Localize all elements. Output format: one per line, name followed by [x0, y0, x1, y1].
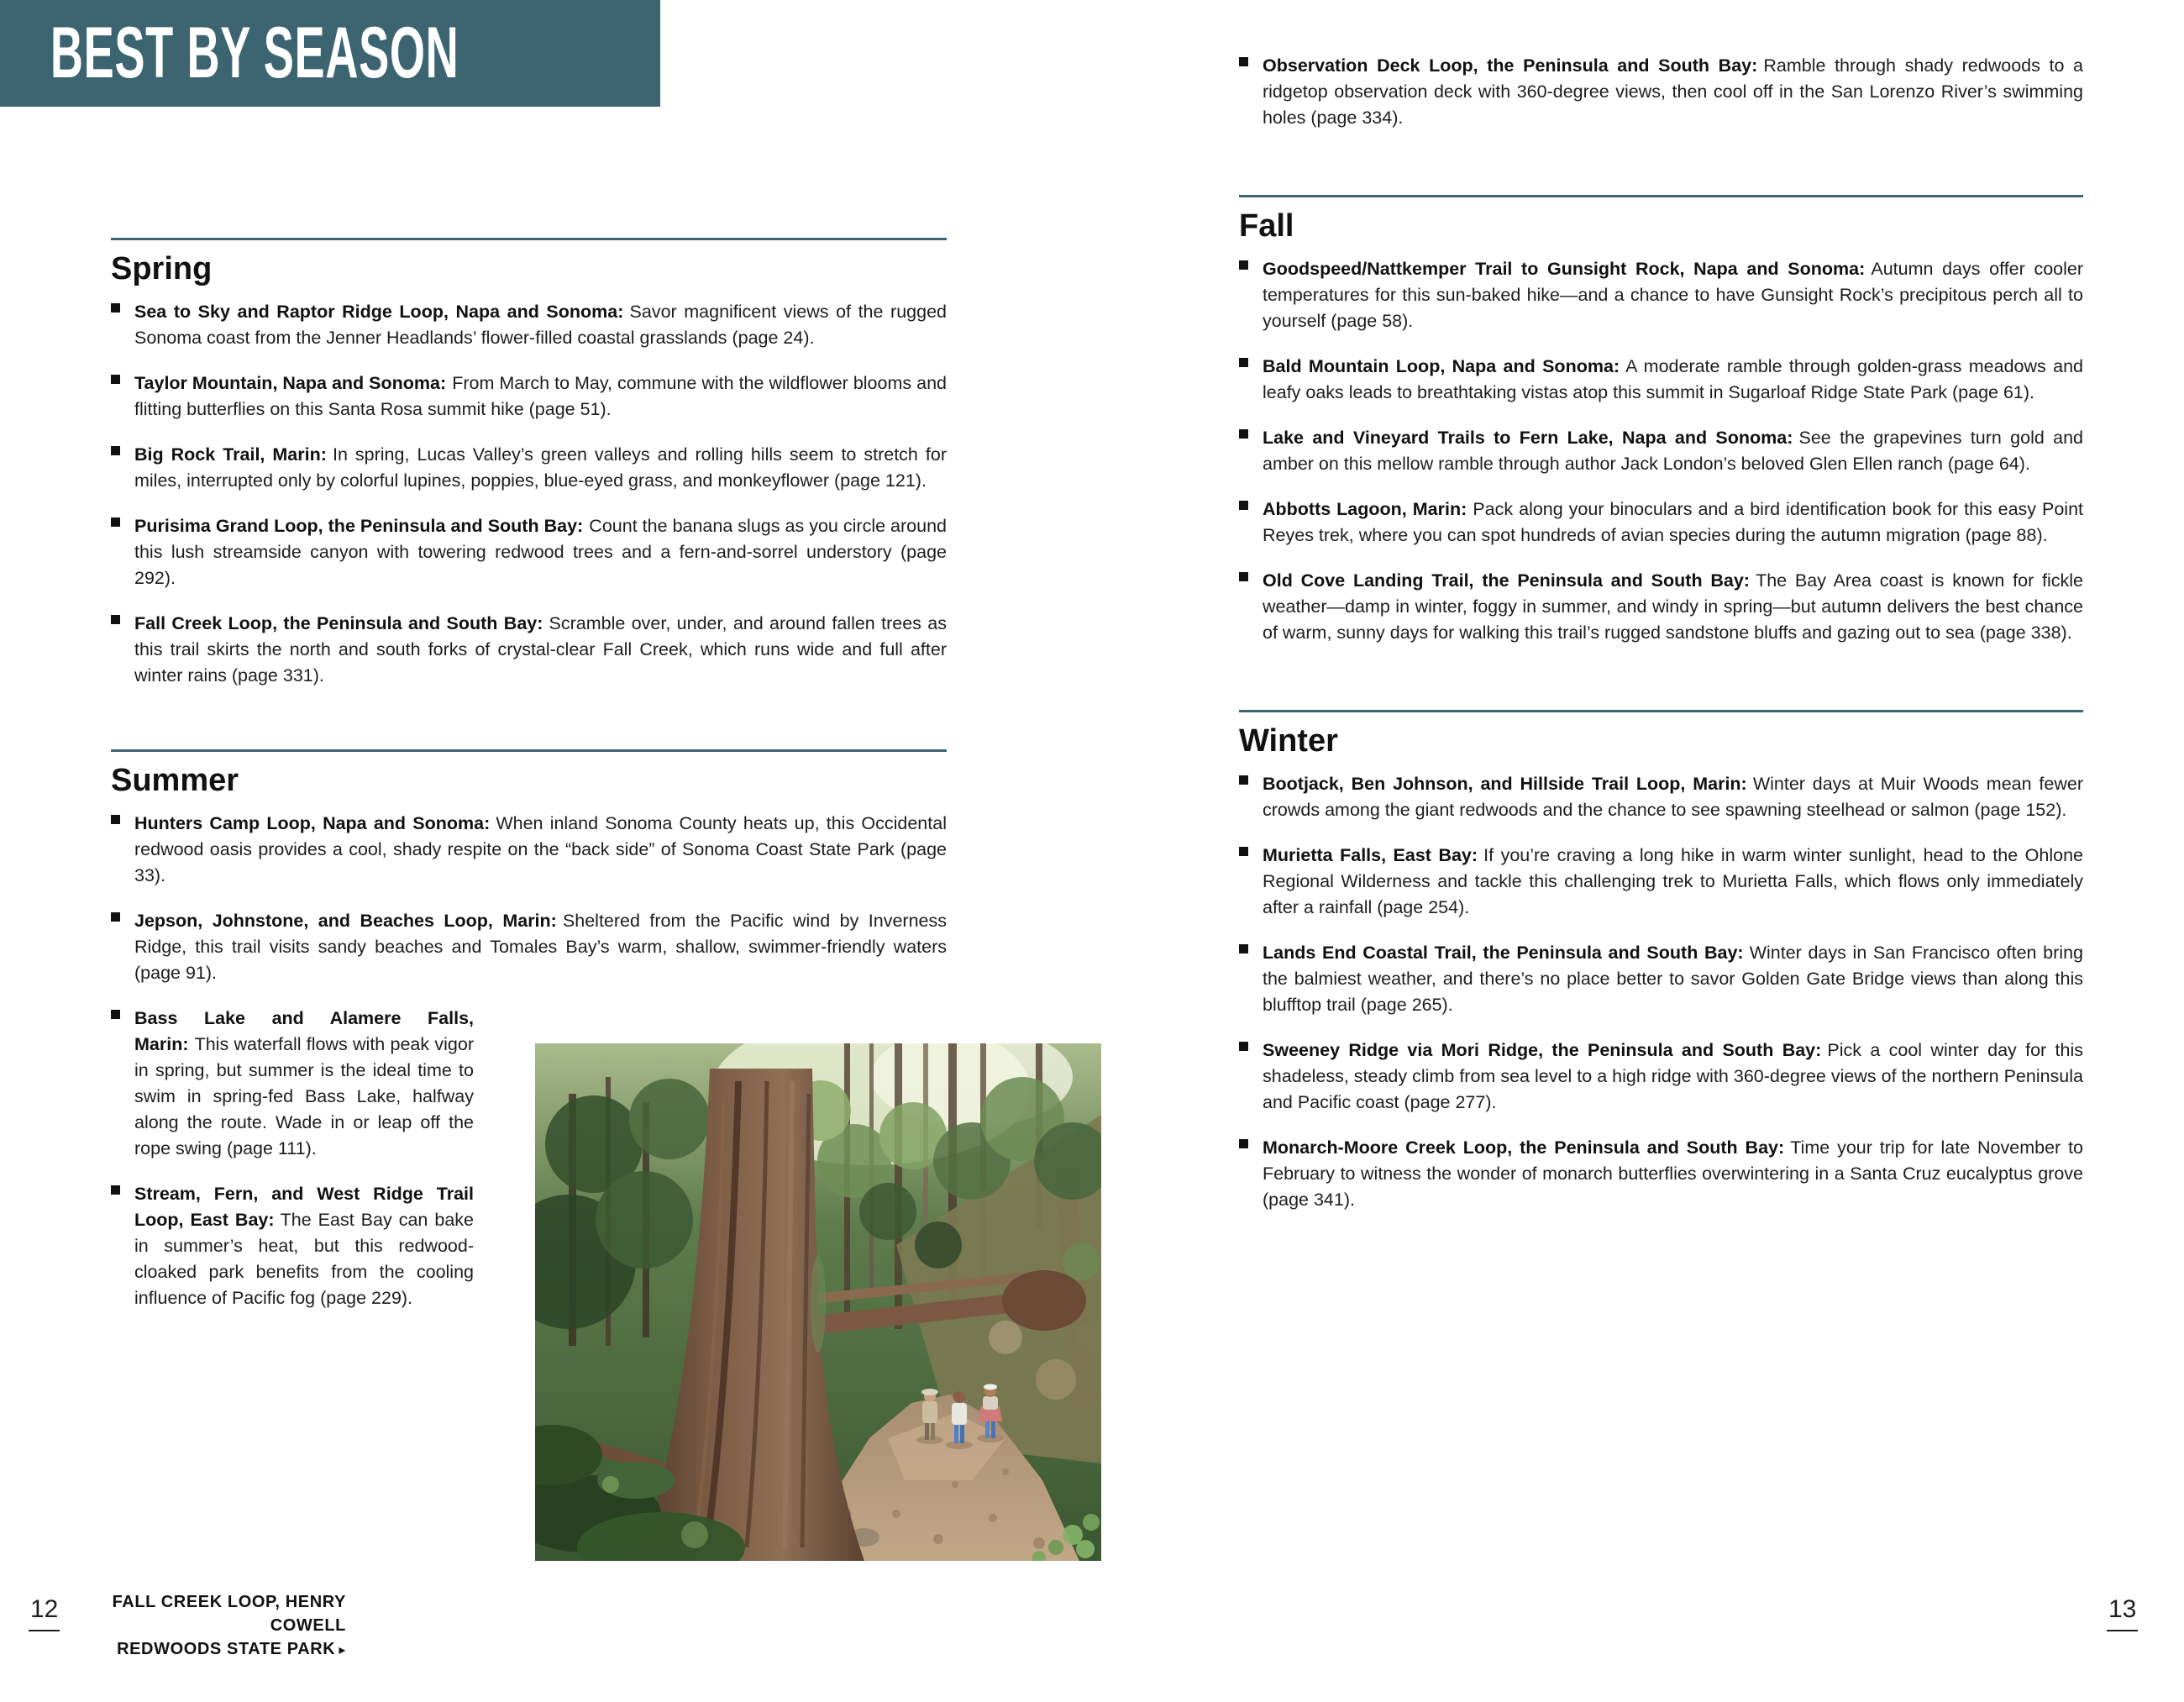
page-title: BEST BY SEASON	[50, 13, 459, 93]
trail-entry-lead: Taylor Mountain, Napa and Sonoma:	[134, 373, 447, 393]
trail-entry-lead: Lands End Coastal Trail, the Peninsula and South Bay:	[1263, 943, 1744, 963]
trail-entry-text: Scramble over, under, and around fallen trees as this trail skirts the north and south forks of crystal-clear Fall Creek, which runs wide and full after winter rains (page 331).	[134, 613, 948, 686]
bullet-marker	[111, 446, 120, 455]
trail-entry-text: Pick a cool winter day for this shadeless, steady climb from sea level to a high ridge with 360-degree views of the northern Peninsula and Pacific coast (page 277).	[1263, 1040, 2083, 1112]
season-heading-spring: Spring	[111, 251, 213, 286]
trail-entry	[111, 611, 947, 689]
trail-entry-lead: Monarch-Moore Creek Loop, the Peninsula and South Bay:	[1263, 1137, 1785, 1158]
trail-entry	[1239, 425, 2083, 477]
bullet-marker	[1239, 358, 1248, 367]
bullet-marker	[1239, 572, 1248, 581]
trail-entry-text: Count the banana slugs as you circle around this lush streamside canyon with towering redwood trees and a fern-and-sorrel understory (page 292).	[134, 516, 948, 588]
trail-entry	[111, 370, 947, 423]
trail-entry-text: Pack along your binoculars and a bird identification book for this easy Point Reyes trek, where you can spot hundreds of avian species during the autumn migration (page 88).	[1263, 499, 2084, 545]
trail-entry-text: The Bay Area coast is known for fickle weather—damp in winter, foggy in summer, and windy in spring—but autumn delivers the best chance of warm, sunny days for walking this trail’s rugged sandstone bluffs and gazing out to sea (page 338).	[1263, 570, 2083, 643]
trail-entry	[1239, 940, 2083, 1018]
trail-entry-text: A moderate ramble through golden-grass meadows and leafy oaks leads to breathtaking vistas atop this summit in Sugarloaf Ridge State Park (page 61).	[1263, 356, 2083, 402]
trail-entry-text: Autumn days offer cooler temperatures for this sun-baked hike—and a chance to have Gunsight Rock’s precipitous perch all to yourself (page 58).	[1263, 259, 2084, 331]
bullet-marker	[111, 1185, 120, 1195]
bullet-marker	[1239, 429, 1248, 439]
trail-entry	[1239, 771, 2083, 823]
trail-entry	[1239, 568, 2083, 646]
trail-photo	[535, 1043, 1101, 1561]
right-page-column	[1239, 53, 2083, 1213]
trail-entry-lead: Lake and Vineyard Trails to Fern Lake, Napa and Sonoma:	[1263, 428, 1793, 448]
trail-entry-lead: Bass Lake and Alamere Falls, Marin:	[134, 1008, 474, 1054]
trail-entry-text: In spring, Lucas Valley’s green valleys and rolling hills seem to stretch for miles, interrupted only by colorful lupines, poppies, blue-eyed grass, and monkeyflower (page 121).	[134, 444, 947, 491]
trail-entry	[111, 442, 947, 494]
trail-entry-text: From March to May, commune with the wildflower blooms and flitting butterflies on this Santa Rosa summit hike (page 51).	[134, 373, 947, 419]
bullet-marker	[1239, 260, 1248, 270]
trail-entry-text: When inland Sonoma County heats up, this Occidental redwood oasis provides a cool, shady respite on the “back side” of Sonoma Coast State Park (page 33).	[134, 813, 947, 885]
bullet-marker	[1239, 847, 1248, 856]
trail-entry-lead: Hunters Camp Loop, Napa and Sonoma:	[134, 813, 491, 833]
trail-entry	[111, 513, 947, 591]
fall-trail-list	[1239, 256, 2083, 646]
page-number-right: 13	[2107, 1595, 2138, 1631]
winter-trail-list	[1239, 771, 2083, 1213]
section-winter	[1239, 710, 2083, 1213]
bullet-marker	[111, 815, 120, 824]
trail-entry-lead: Fall Creek Loop, the Peninsula and South Bay:	[134, 613, 543, 633]
trail-entry-text: Time your trip for late November to February to witness the wonder of monarch butterflies overwintering in a Santa Cruz eucalyptus grove (page 341).	[1263, 1137, 2084, 1210]
trail-entry-text: Savor magnificent views of the rugged Sonoma coast from the Jenner Headlands’ flower-filled coastal grasslands (page 24).	[134, 302, 947, 348]
trail-entry	[1239, 256, 2083, 334]
trail-entry-lead: Sweeney Ridge via Mori Ridge, the Peninsula and South Bay:	[1263, 1040, 1822, 1060]
trail-entry-lead: Stream, Fern, and West Ridge Trail Loop, East Bay:	[134, 1184, 474, 1230]
bullet-marker	[111, 303, 120, 313]
trail-entry-lead: Big Rock Trail, Marin:	[134, 444, 327, 465]
trail-entry	[1239, 1037, 2083, 1116]
trail-entry-lead: Purisima Grand Loop, the Peninsula and South Bay:	[134, 516, 584, 536]
bullet-marker	[1239, 57, 1248, 66]
trail-entry-lead: Old Cove Landing Trail, the Peninsula and South Bay:	[1263, 570, 1750, 591]
trail-entry	[111, 1006, 474, 1162]
summer-wrap-row	[111, 1006, 947, 1342]
trail-entry-text: Winter days at Muir Woods mean fewer crowds among the giant redwoods and the chance to see spawning steelhead or salmon (page 152).	[1263, 774, 2083, 820]
trail-entry-lead: Murietta Falls, East Bay:	[1263, 845, 1478, 865]
trail-entry-text: If you’re craving a long hike in warm winter sunlight, head to the Ohlone Regional Wilderness and tackle this challenging trek to Murietta Falls, which flows only immediately after a rainfall (page 254).	[1263, 845, 2083, 917]
trail-entry-lead: Goodspeed/Nattkemper Trail to Gunsight Rock, Napa and Sonoma:	[1263, 259, 1866, 279]
season-heading-winter: Winter	[1239, 723, 1338, 759]
trail-entry	[111, 811, 947, 889]
bullet-marker	[1239, 1139, 1248, 1148]
section-spring	[111, 238, 947, 689]
trail-entry-text: Winter days in San Francisco often bring the balmiest weather, and there’s no place better to savor Golden Gate Bridge views than along this blufftop trail (page 265).	[1263, 943, 2083, 1015]
left-page-column	[111, 238, 947, 1342]
bullet-marker	[1239, 501, 1248, 510]
summer-trail-list-narrow	[111, 1006, 474, 1311]
bullet-marker	[111, 375, 120, 384]
trail-entry	[111, 908, 947, 986]
trail-entry-lead: Bald Mountain Loop, Napa and Sonoma:	[1263, 356, 1620, 376]
bullet-marker	[1239, 1042, 1248, 1051]
photo-caption	[108, 1590, 346, 1663]
trail-entry-lead: Jepson, Johnstone, and Beaches Loop, Marin:	[134, 911, 557, 931]
trail-entry-lead: Bootjack, Ben Johnson, and Hillside Trail Loop, Marin:	[1263, 774, 1747, 794]
trail-entry	[1239, 354, 2083, 406]
trail-entry	[1239, 53, 2083, 131]
caption-arrow-icon: ▸	[339, 1643, 346, 1657]
trail-entry	[111, 299, 947, 351]
season-heading-summer: Summer	[111, 763, 239, 798]
trail-entry-text: Ramble through shady redwoods to a ridgetop observation deck with 360-degree views, then cool off in the San Lorenzo River’s swimming holes (page 334).	[1263, 55, 2083, 128]
chapter-banner	[0, 0, 660, 107]
bullet-marker	[111, 912, 120, 922]
redwood-forest-illustration	[535, 1043, 1101, 1561]
trail-entry-text: The East Bay can bake in summer’s heat, but this redwood-cloaked park benefits from the cooling influence of Pacific fog (page 229).	[134, 1210, 474, 1308]
photo-caption-line2-text: REDWOODS STATE PARK	[117, 1640, 336, 1658]
trail-entry	[111, 1181, 474, 1311]
trail-entry	[1239, 843, 2083, 921]
trail-entry-lead: Abbotts Lagoon, Marin:	[1263, 499, 1467, 519]
photo-caption-line2	[108, 1637, 346, 1663]
trail-entry-lead: Sea to Sky and Raptor Ridge Loop, Napa and Sonoma:	[134, 302, 624, 322]
bullet-marker	[1239, 775, 1248, 785]
spring-trail-list	[111, 299, 947, 689]
trail-entry-text: See the grapevines turn gold and amber on this mellow ramble through author Jack London’s beloved Glen Ellen ranch (page 64).	[1263, 428, 2083, 474]
summer-trail-list	[111, 811, 947, 986]
section-summer	[111, 749, 947, 1342]
bullet-marker	[111, 1010, 120, 1019]
photo-caption-line1: FALL CREEK LOOP, HENRY COWELL	[112, 1593, 346, 1635]
trail-entry-text: This waterfall flows with peak vigor in spring, but summer is the ideal time to swim in spring-fed Bass Lake, halfway along the route. Wade in or leap off the rope swing (page 111).	[134, 1034, 474, 1158]
page-number-left: 12	[29, 1595, 60, 1631]
trail-entry	[1239, 496, 2083, 549]
bullet-marker	[1239, 944, 1248, 953]
trail-entry	[1239, 1135, 2083, 1213]
trail-entry-lead: Observation Deck Loop, the Peninsula and South Bay:	[1263, 55, 1758, 76]
trail-entry-text: Sheltered from the Pacific wind by Inverness Ridge, this trail visits sandy beaches and Tomales Bay’s warm, shallow, swimmer-friendly waters (page 91).	[134, 911, 947, 983]
bullet-marker	[111, 517, 120, 527]
section-fall	[1239, 195, 2083, 646]
bullet-marker	[111, 615, 120, 624]
season-heading-fall: Fall	[1239, 208, 1294, 244]
